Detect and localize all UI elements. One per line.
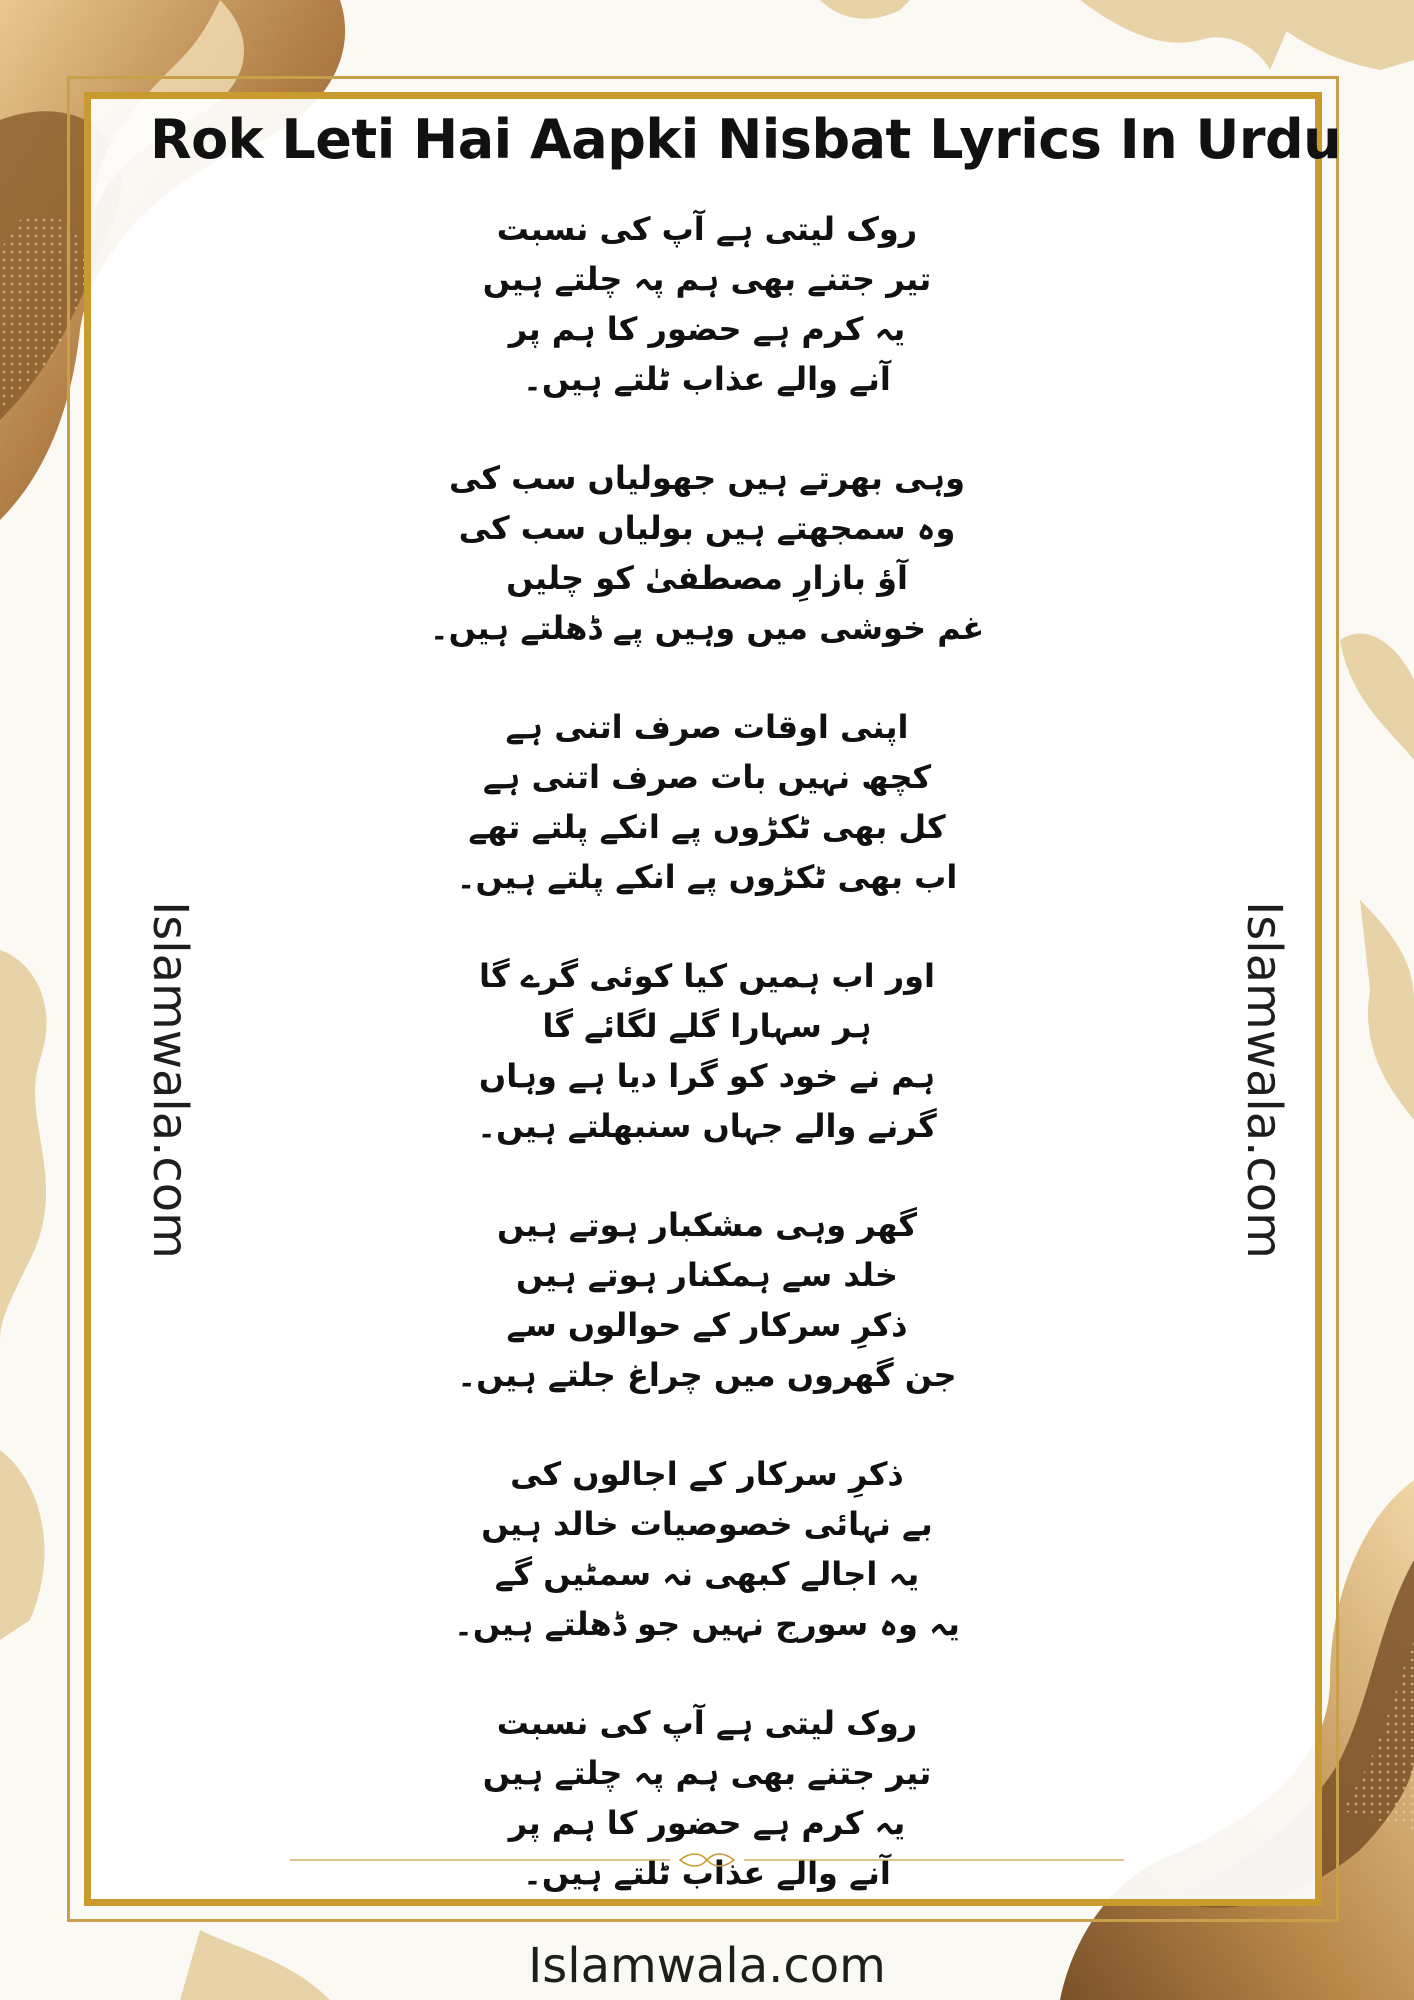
lyric-line: یہ کرم ہے حضور کا ہم پر — [508, 1804, 906, 1842]
lyric-line: جن گھروں میں چراغ جلتے ہیں۔ — [457, 1356, 957, 1394]
lyric-line: وہی بھرتے ہیں جھولیاں سب کی — [448, 459, 966, 497]
lyric-line: بے نہائی خصوصیات خالد ہیں — [481, 1505, 933, 1543]
stanza — [300, 453, 1114, 653]
lyric-line: روک لیتی ہے آپ کی نسبت — [496, 1704, 918, 1742]
stanza-spacer — [300, 1649, 1114, 1698]
page-title: Rok Leti Hai Aapki Nisbat Lyrics In Urdu — [150, 108, 1342, 171]
lyric-line: ذکرِ سرکار کے اجالوں کی — [510, 1455, 904, 1493]
lyric-line: یہ کرم ہے حضور کا ہم پر — [508, 310, 906, 348]
stanza-spacer — [300, 653, 1114, 702]
lyric-line: اب بھی ٹکڑوں پے انکے پلتے ہیں۔ — [456, 858, 958, 896]
lyric-line: تیر جتنے بھی ہم پہ چلتے ہیں — [482, 260, 932, 298]
stanza-spacer — [300, 404, 1114, 453]
lyric-line: آنے والے عذاب ٹلتے ہیں۔ — [523, 360, 891, 398]
stanza — [300, 1698, 1114, 1898]
stanza-spacer — [300, 1151, 1114, 1200]
stanza — [300, 951, 1114, 1151]
lyrics-body — [300, 204, 1114, 1904]
lyric-line: گھر وہی مشکبار ہوتے ہیں — [497, 1206, 917, 1244]
footer-watermark: Islamwala.com — [528, 1938, 886, 1994]
lyric-line: ہم نے خود کو گرا دیا ہے وہاں — [478, 1057, 936, 1095]
stanza — [300, 702, 1114, 902]
stanza-spacer — [300, 1400, 1114, 1449]
lyric-line: یہ وہ سورج نہیں جو ڈھلتے ہیں۔ — [454, 1605, 960, 1643]
lyric-line: غم خوشی میں وہیں پے ڈھلتے ہیں۔ — [429, 609, 985, 647]
stanza-spacer — [300, 902, 1114, 951]
lyric-line: گرنے والے جہاں سنبھلتے ہیں۔ — [477, 1107, 937, 1145]
lyric-line: ہر سہارا گلے لگائے گا — [542, 1007, 872, 1045]
lyric-line: آنے والے عذاب ٹلتے ہیں۔ — [523, 1854, 891, 1892]
ornament-divider — [290, 1852, 1124, 1868]
lyric-line: یہ اجالے کبھی نہ سمٹیں گے — [494, 1555, 920, 1593]
lyric-line: اپنی اوقات صرف اتنی ہے — [505, 708, 909, 746]
lyric-line: کچھ نہیں بات صرف اتنی ہے — [482, 758, 932, 796]
lyric-line: وہ سمجھتے ہیں بولیاں سب کی — [458, 509, 956, 547]
lyric-line: کل بھی ٹکڑوں پے انکے پلتے تھے — [468, 808, 946, 846]
watermark-right: Islamwala.com — [1236, 901, 1292, 1259]
lyric-line: آؤ بازارِ مصطفیٰ کو چلیں — [506, 559, 908, 597]
stanza — [300, 204, 1114, 404]
stanza — [300, 1200, 1114, 1400]
watermark-left: Islamwala.com — [142, 901, 198, 1259]
lyric-line: ذکرِ سرکار کے حوالوں سے — [506, 1306, 908, 1344]
lyric-line: تیر جتنے بھی ہم پہ چلتے ہیں — [482, 1754, 932, 1792]
lyric-line: روک لیتی ہے آپ کی نسبت — [496, 210, 918, 248]
lyric-line: خلد سے ہمکنار ہوتے ہیں — [516, 1256, 898, 1294]
lyric-line: اور اب ہمیں کیا کوئی گرے گا — [479, 957, 935, 995]
stanza — [300, 1449, 1114, 1649]
